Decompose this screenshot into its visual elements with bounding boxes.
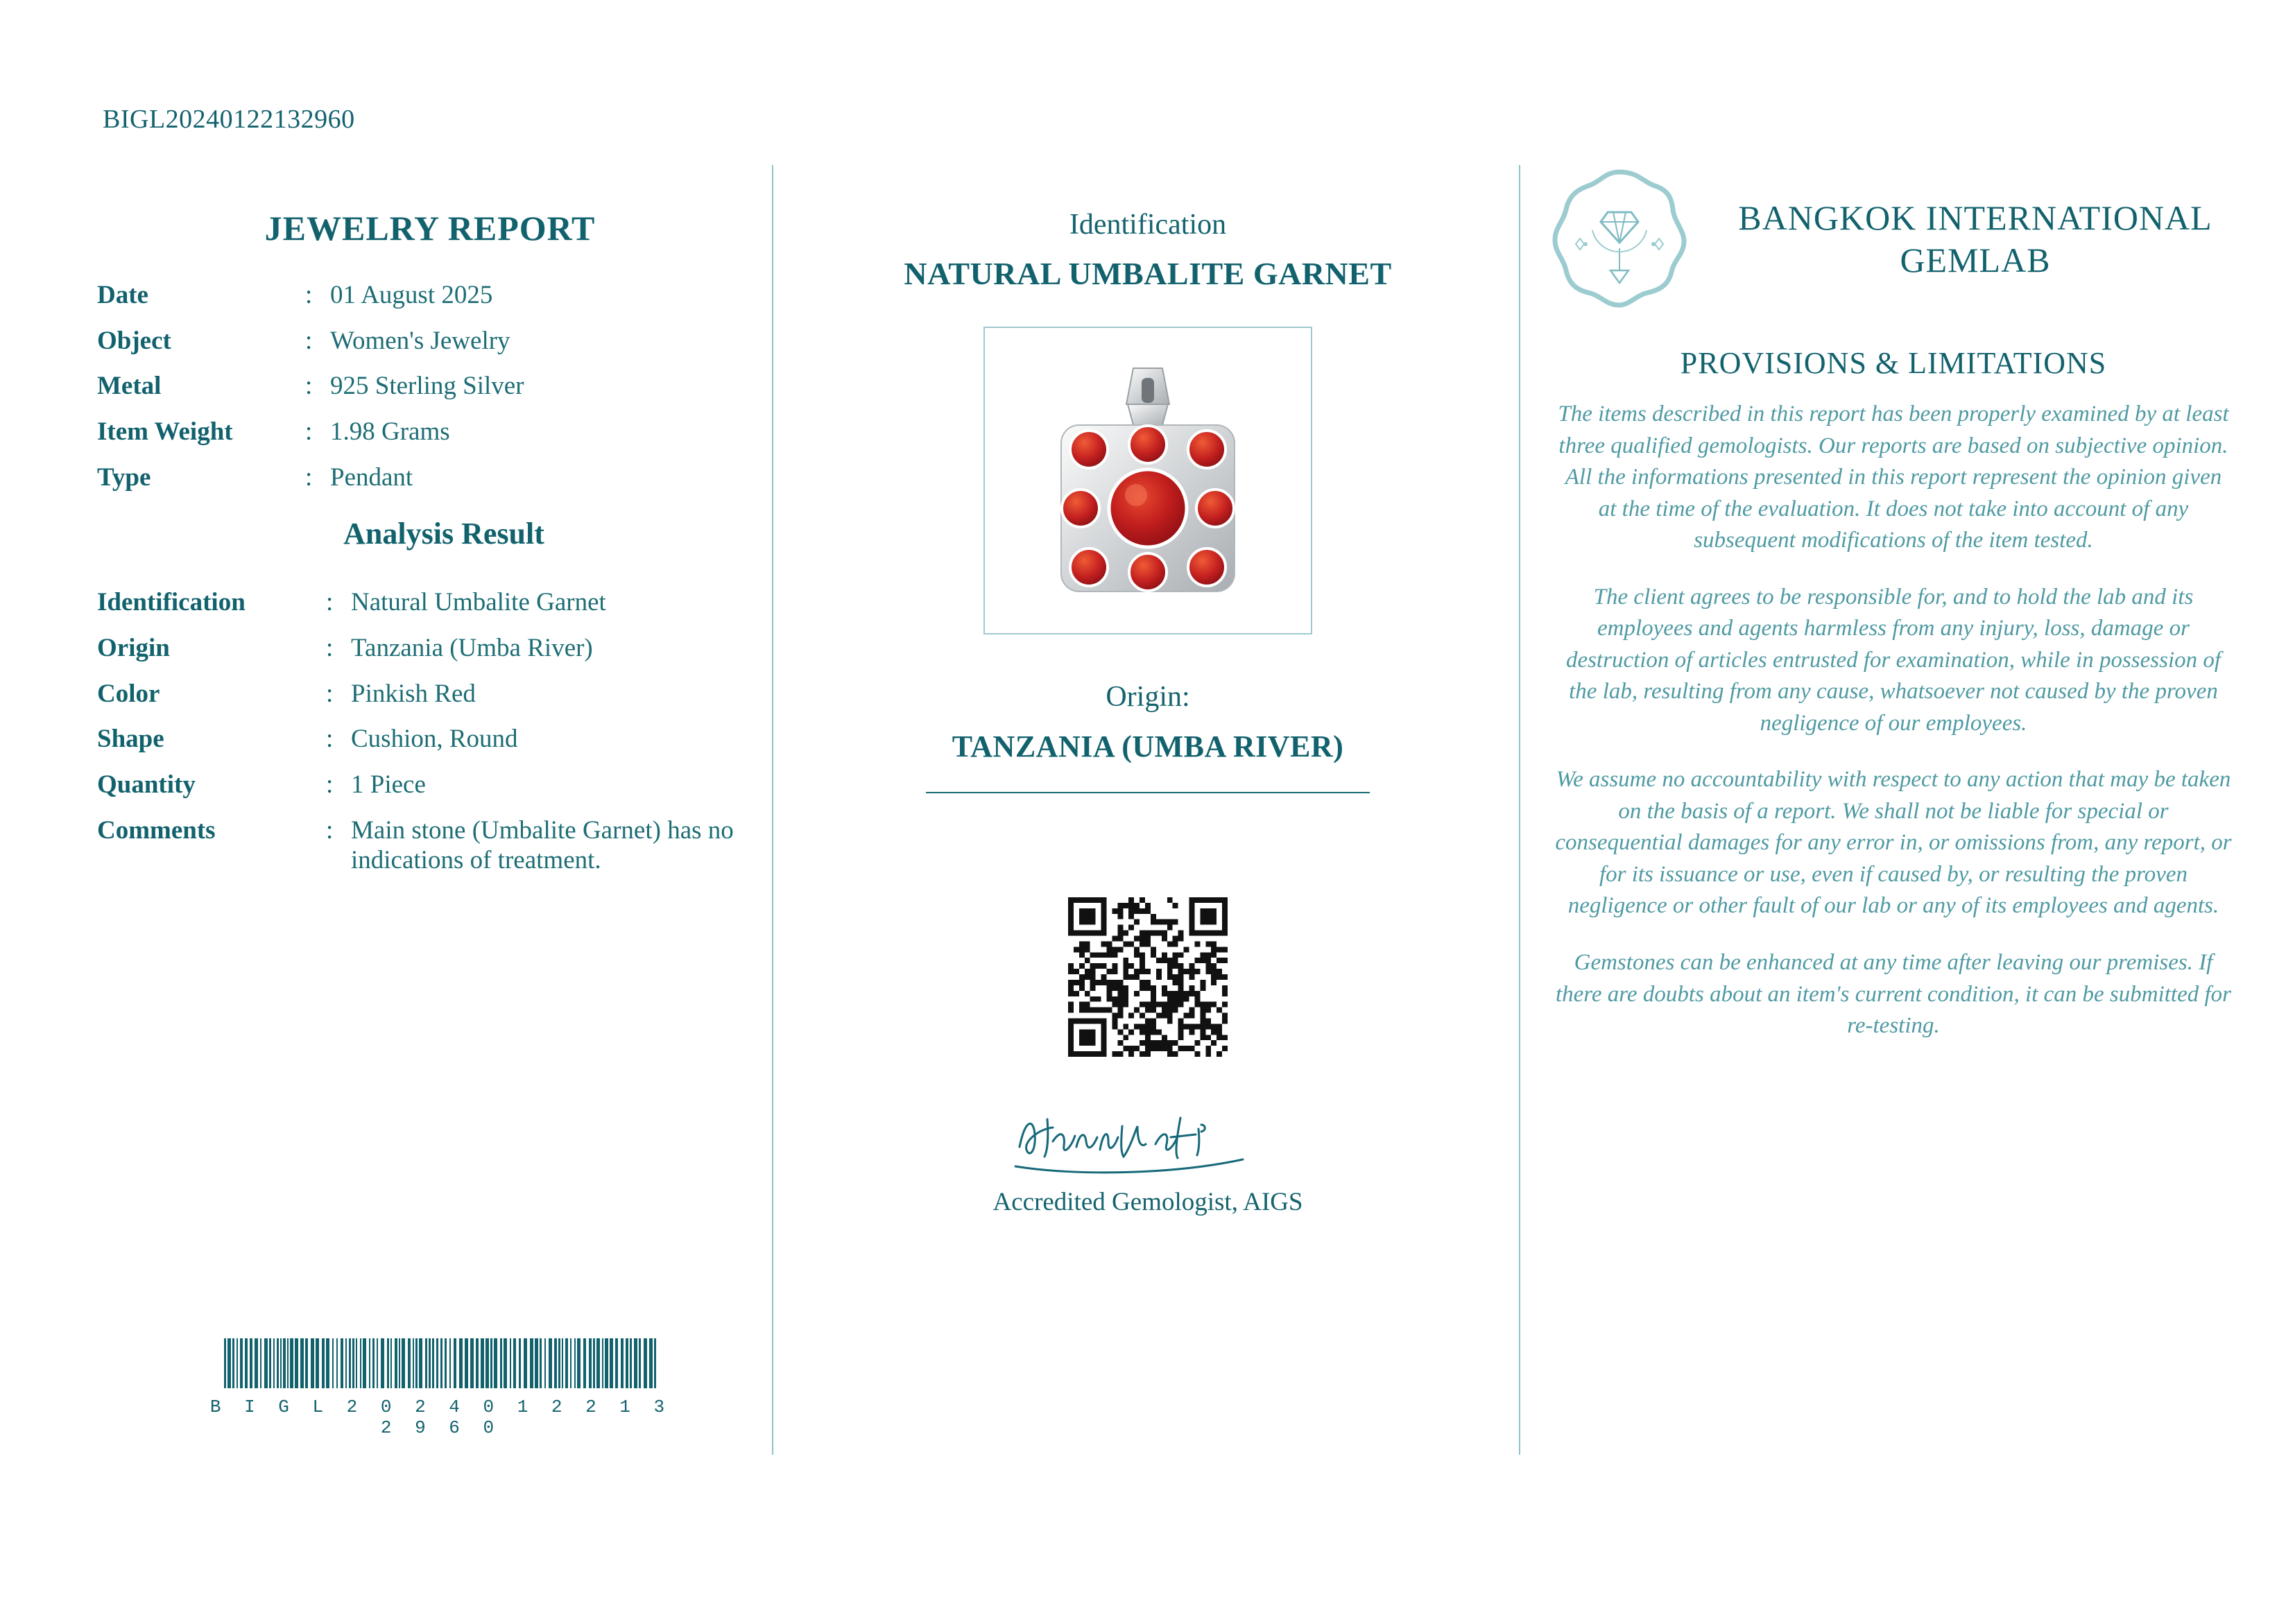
middle-column xyxy=(791,208,1505,1217)
left-column xyxy=(97,208,763,891)
origin-value: TANZANIA (UMBA RIVER) xyxy=(952,729,1344,763)
field-separator: : xyxy=(305,326,313,355)
page-title: JEWELRY REPORT xyxy=(264,209,596,248)
field-value: Pendant xyxy=(330,463,413,492)
field-separator: : xyxy=(305,417,313,446)
field-label: Metal xyxy=(97,372,162,401)
provisions-paragraph: The client agrees to be responsible for, and to hold the lab and its employees and agents harmless from any injury, loss, damage or destruction of articles entrusted for examination, while in possession of the lab, resulting from any cause, whatsoever not caused by the proven negligence of our employees. xyxy=(1565,584,2221,736)
field-label: Identification xyxy=(97,588,246,617)
field-label: Origin xyxy=(97,633,170,662)
qr-code-icon xyxy=(1068,897,1228,1057)
field-label: Comments xyxy=(97,815,216,845)
field-separator: : xyxy=(326,770,334,799)
brand-name: BANGKOK INTERNATIONAL GEMLAB xyxy=(1738,198,2212,279)
gem-photo-frame xyxy=(983,327,1312,634)
field-value: 01 August 2025 xyxy=(330,281,493,309)
field-value: Women's Jewelry xyxy=(330,326,510,355)
field-date xyxy=(97,280,763,311)
provisions-paragraph: We assume no accountability with respect to any action that may be taken on the basis of a report. We shall not be liable for special or consequential damages for any error in, or omissions from, any report, or for its issuance or use, even if caused by, or resulting the proven negligence or other fault of our lab or any of its employees and agents. xyxy=(1555,767,2232,919)
barcode-image xyxy=(201,1338,680,1388)
field-value: 1 Piece xyxy=(351,770,426,799)
field-value: Main stone (Umbalite Garnet) has no indications of treatment. xyxy=(351,815,734,875)
provisions-title: PROVISIONS & LIMITATIONS xyxy=(1680,346,2107,380)
field-separator: : xyxy=(326,679,334,708)
field-separator: : xyxy=(305,281,313,309)
field-separator: : xyxy=(326,725,334,754)
field-value: Tanzania (Umba River) xyxy=(351,633,593,662)
field-separator: : xyxy=(326,588,334,617)
barcode-block xyxy=(201,1338,680,1438)
field-object xyxy=(97,326,763,356)
analysis-identification xyxy=(97,587,763,618)
gemlab-logo-icon xyxy=(1547,166,1692,312)
identification-value: NATURAL UMBALITE GARNET xyxy=(904,256,1392,291)
provisions-paragraph: Gemstones can be enhanced at any time after leaving our premises. If there are doubts about an item's current condition, it can be submitted for re-testing. xyxy=(1555,949,2232,1039)
identification-label: Identification xyxy=(1069,209,1227,241)
field-value: Pinkish Red xyxy=(351,679,476,708)
report-id: BIGL20240122132960 xyxy=(103,105,355,134)
field-label: Date xyxy=(97,281,148,309)
field-separator: : xyxy=(305,463,313,492)
field-separator: : xyxy=(326,815,334,845)
provisions-paragraph: The items described in this report has been properly examined by at least three qualified gemologists. Our reports are based on subjective opinion. All the informations presented in this report represent the opinion given at the time of the evaluation. It does not take into account of any subsequent modifications of the item tested. xyxy=(1558,401,2229,553)
barcode-text: B I G L 2 0 2 4 0 1 2 2 1 3 2 9 6 0 xyxy=(209,1397,671,1438)
analysis-comments xyxy=(97,815,763,876)
column-divider-left xyxy=(772,165,773,1455)
column-divider-right xyxy=(1519,165,1520,1455)
pendant-photo-icon xyxy=(985,328,1311,633)
analysis-quantity xyxy=(97,770,763,800)
signature-icon xyxy=(999,1098,1297,1182)
field-type xyxy=(97,463,763,493)
field-separator: : xyxy=(305,372,313,401)
field-value: 925 Sterling Silver xyxy=(330,372,524,401)
analysis-color xyxy=(97,679,763,709)
field-label: Shape xyxy=(97,725,164,754)
divider-rule xyxy=(926,792,1370,793)
right-column xyxy=(1547,166,2240,1067)
field-value: 1.98 Grams xyxy=(330,417,450,446)
field-value: Cushion, Round xyxy=(351,725,518,754)
analysis-origin xyxy=(97,633,763,664)
field-separator: : xyxy=(326,633,334,662)
gemologist-label: Accredited Gemologist, AIGS xyxy=(992,1188,1303,1216)
field-item-weight xyxy=(97,417,763,447)
field-label: Item Weight xyxy=(97,417,233,446)
origin-label: Origin: xyxy=(1106,681,1190,713)
field-label: Quantity xyxy=(97,770,196,799)
field-metal xyxy=(97,371,763,401)
analysis-result-title: Analysis Result xyxy=(343,517,544,551)
analysis-shape xyxy=(97,724,763,754)
field-label: Object xyxy=(97,326,171,355)
field-label: Color xyxy=(97,679,160,708)
brand-header xyxy=(1547,166,2240,312)
field-label: Type xyxy=(97,463,151,492)
field-value: Natural Umbalite Garnet xyxy=(351,588,606,617)
